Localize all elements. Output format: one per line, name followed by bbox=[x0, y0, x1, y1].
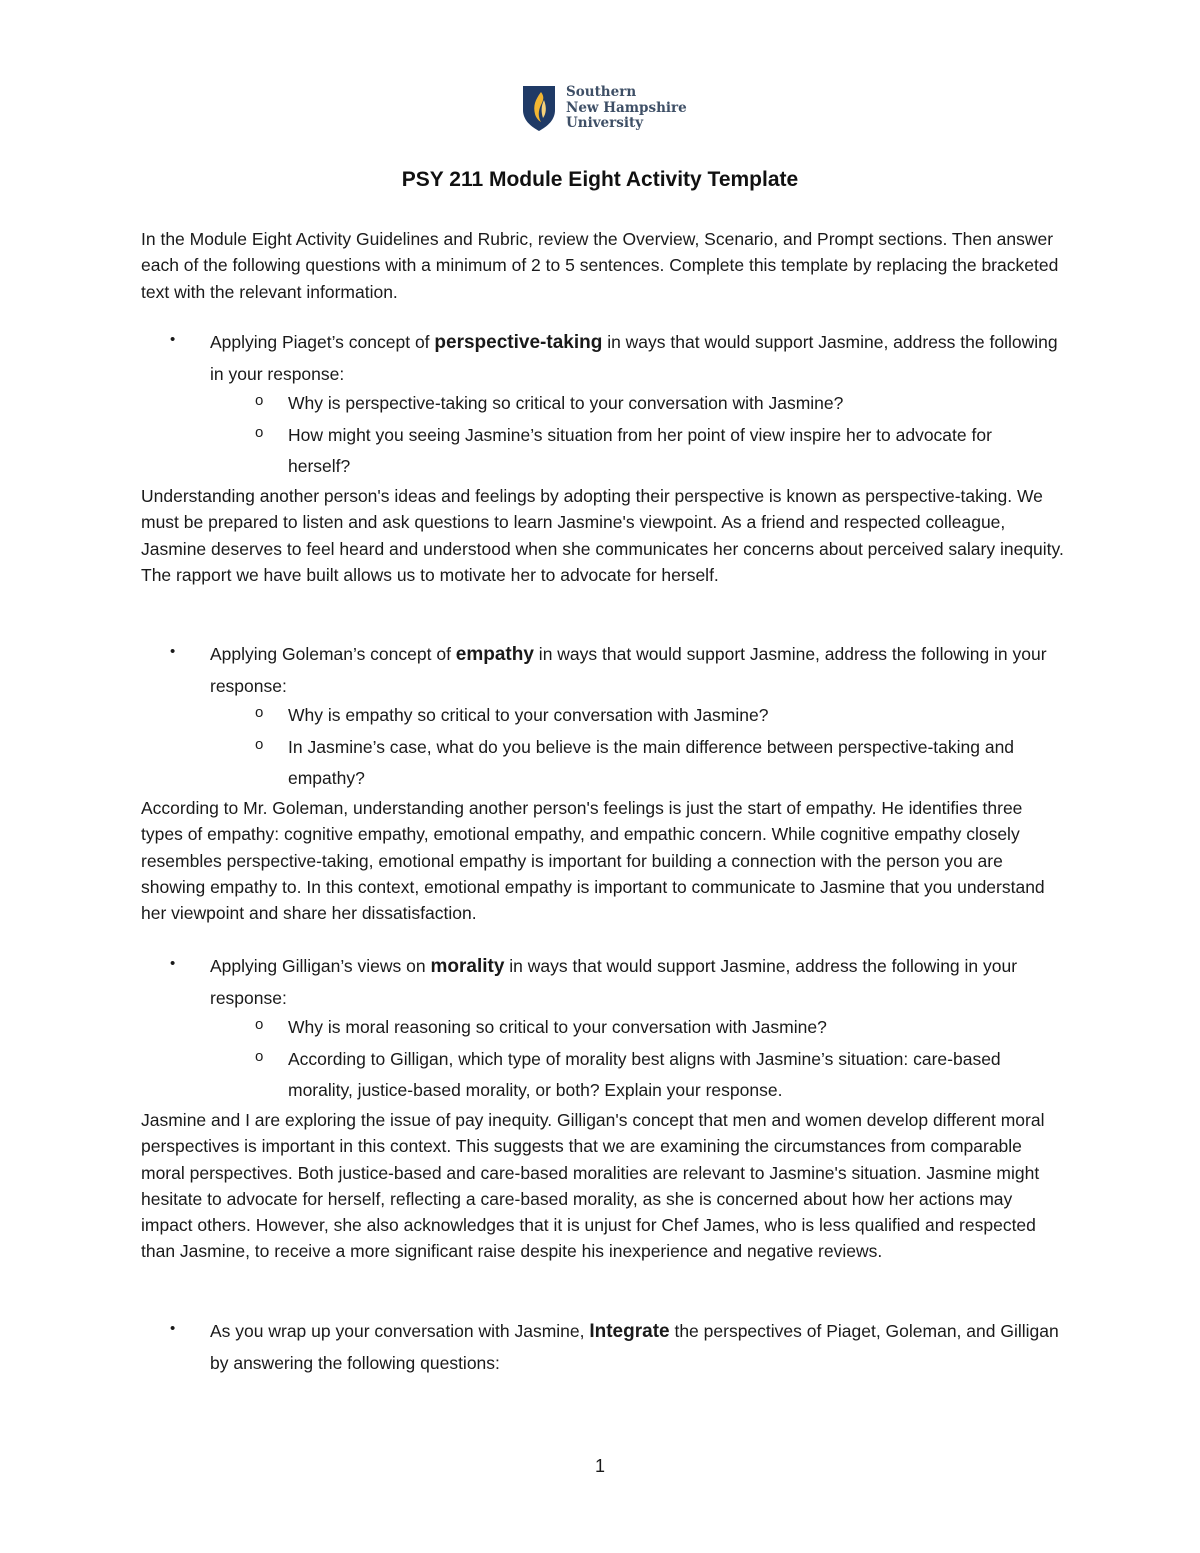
prompt-keyword: Integrate bbox=[589, 1321, 670, 1342]
section-1-question-1: Why is perspective-taking so critical to your conversation with Jasmine? bbox=[288, 393, 844, 413]
prompt-keyword: morality bbox=[430, 956, 505, 977]
prompt-text: the perspectives of Piaget, Goleman, and Gilligan by answering the following questions: bbox=[210, 1321, 1059, 1373]
document-title: PSY 211 Module Eight Activity Template bbox=[401, 168, 799, 191]
sub-bullet-marker: o bbox=[255, 736, 264, 753]
prompt-keyword: empathy bbox=[455, 644, 534, 665]
section-1-prompt bbox=[210, 327, 1060, 389]
bullet-marker: • bbox=[170, 1320, 176, 1337]
prompt-text: in ways that would support Jasmine, address the following in your response: bbox=[210, 644, 1047, 696]
section-3-prompt bbox=[210, 951, 1060, 1013]
section-2-answer: According to Mr. Goleman, understanding another person's feelings is just the start of empathy. He identifies three types of empathy: cognitive empathy, emotional empathy, and empathic concern. While cognitive empathy closely resembles perspective-taking, emotional empathy is important for building a connection with the person you are showing empathy to. In this context, emotional empathy is important to communicate to Jasmine that you understand her viewpoint and share her dissatisfaction. bbox=[141, 798, 1045, 924]
sub-bullet-marker: o bbox=[255, 1016, 264, 1033]
bullet-marker: • bbox=[170, 643, 176, 660]
prompt-text: in ways that would support Jasmine, address the following in your response: bbox=[210, 956, 1018, 1008]
section-2-prompt bbox=[210, 639, 1060, 701]
prompt-text: As you wrap up your conversation with Jasmine, bbox=[210, 1321, 590, 1341]
section-4-prompt bbox=[210, 1316, 1060, 1378]
university-logo bbox=[521, 84, 691, 134]
prompt-text: Applying Gilligan’s views on bbox=[210, 956, 431, 976]
logo-line-southern: Southern bbox=[566, 84, 637, 100]
shield-flame-icon bbox=[521, 84, 557, 132]
section-3-question-1: Why is moral reasoning so critical to your conversation with Jasmine? bbox=[288, 1017, 827, 1037]
sub-bullet-marker: o bbox=[255, 424, 264, 441]
bullet-marker: • bbox=[170, 331, 176, 348]
section-3-answer: Jasmine and I are exploring the issue of pay inequity. Gilligan's concept that men and women develop different moral perspectives is important in this context. This suggests that we are examining the circumstances from comparable moral perspectives. Both justice-based and care-based moralities are relevant to Jasmine's situation. Jasmine might hesitate to advocate for herself, reflecting a care-based morality, as she is concerned about how her actions may impact others. However, she also acknowledges that it is unjust for Chef James, who is less qualified and respected than Jasmine, to receive a more significant raise despite his inexperience and negative reviews. bbox=[141, 1110, 1045, 1262]
logo-line-university: University bbox=[566, 115, 644, 131]
prompt-text: Applying Piaget’s concept of bbox=[210, 332, 435, 352]
sub-bullet-marker: o bbox=[255, 392, 264, 409]
prompt-text: in ways that would support Jasmine, address the following in your response: bbox=[210, 332, 1058, 384]
sub-bullet-marker: o bbox=[255, 1048, 264, 1065]
page-number: 1 bbox=[594, 1456, 605, 1476]
section-2-question-1: Why is empathy so critical to your conversation with Jasmine? bbox=[288, 705, 769, 725]
section-3-question-2: According to Gilligan, which type of morality best aligns with Jasmine’s situation: care-based morality, justice-based morality, or both? Explain your response. bbox=[288, 1049, 1001, 1100]
prompt-keyword: perspective-taking bbox=[434, 332, 603, 353]
logo-wordmark bbox=[566, 85, 687, 132]
section-1-question-2: How might you seeing Jasmine’s situation from her point of view inspire her to advocate for herself? bbox=[288, 425, 992, 476]
intro-paragraph: In the Module Eight Activity Guidelines and Rubric, review the Overview, Scenario, and Prompt sections. Then answer each of the following questions with a minimum of 2 to 5 sentences. Complete this template by replacing the bracketed text with the relevant information. bbox=[141, 229, 1059, 302]
bullet-marker: • bbox=[170, 955, 176, 972]
section-2-question-2: In Jasmine’s case, what do you believe is the main difference between perspective-taking and empathy? bbox=[288, 737, 1015, 788]
section-1-answer: Understanding another person's ideas and feelings by adopting their perspective is known as perspective-taking. We must be prepared to listen and ask questions to learn Jasmine's viewpoint. As a friend and respected colleague, Jasmine deserves to feel heard and understood when she communicates her concerns about perceived salary inequity. The rapport we have built allows us to motivate her to advocate for herself. bbox=[141, 486, 1064, 585]
logo-line-new-hampshire: New Hampshire bbox=[566, 99, 687, 116]
sub-bullet-marker: o bbox=[255, 704, 264, 721]
prompt-text: Applying Goleman’s concept of bbox=[210, 644, 456, 664]
